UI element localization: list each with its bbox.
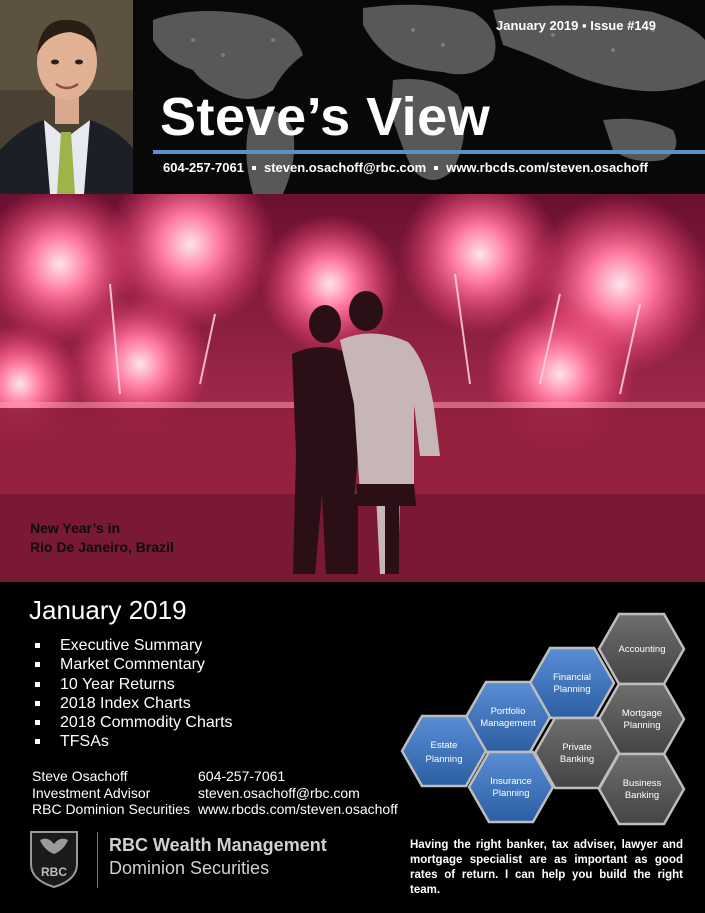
caption-line-1: New Year’s in <box>30 520 121 536</box>
photo-caption <box>30 519 174 557</box>
bullet-icon <box>35 701 40 706</box>
newsletter-header <box>0 0 705 194</box>
bullet-icon <box>35 682 40 687</box>
toc-item[interactable]: 10 Year Returns <box>34 675 233 694</box>
contact-row <box>32 768 398 785</box>
separator-dot <box>434 166 438 170</box>
contact-row <box>32 801 398 818</box>
issue-line: January 2019 ▪ Issue #149 <box>496 18 656 33</box>
toc-item[interactable]: TFSAs <box>34 732 233 751</box>
team-blurb: Having the right banker, tax adviser, lawyer and mortgage specialist are as important as good rates of return. I can help you build the right team. <box>410 839 683 896</box>
services-hexagon-diagram <box>400 612 690 830</box>
toc-item[interactable]: Executive Summary <box>34 636 233 655</box>
caption-line-2: Rio De Janeiro, Brazil <box>30 539 174 555</box>
advisor-contact-block <box>32 768 398 818</box>
contact-label: RBC Dominion Securities <box>32 801 190 817</box>
logo-line-2: Dominion Securities <box>109 858 270 878</box>
svg-text:Mortgage: Mortgage <box>621 708 663 719</box>
title-divider <box>153 150 705 154</box>
header-phone: 604-257-7061 <box>163 160 244 175</box>
svg-text:Planning: Planning <box>623 720 661 731</box>
svg-text:Planning: Planning <box>553 684 591 695</box>
svg-text:Business: Business <box>622 778 662 789</box>
toc-item[interactable]: Market Commentary <box>34 655 233 674</box>
rbc-wealth-management-logo <box>28 828 358 892</box>
svg-text:Portfolio: Portfolio <box>490 706 526 717</box>
svg-text:Financial: Financial <box>552 672 592 683</box>
hex-insurance-planning <box>469 752 553 822</box>
contact-label: Steve Osachoff <box>32 768 128 784</box>
hex-estate-planning <box>402 716 486 786</box>
hex-business-banking <box>599 754 684 824</box>
svg-text:Insurance: Insurance <box>490 776 532 787</box>
contact-row <box>32 785 398 802</box>
contact-value: 604-257-7061 <box>198 768 286 784</box>
bullet-icon <box>35 643 40 648</box>
bullet-icon <box>35 720 40 725</box>
svg-text:Management: Management <box>480 718 536 729</box>
header-email[interactable]: steven.osachoff@rbc.com <box>263 160 427 175</box>
svg-text:Estate: Estate <box>430 740 458 751</box>
bullet-icon <box>35 739 40 744</box>
toc-item[interactable]: 2018 Index Charts <box>34 694 233 713</box>
contact-value[interactable]: www.rbcds.com/steven.osachoff <box>198 801 398 817</box>
svg-text:RBC: RBC <box>41 865 67 879</box>
contact-label: Investment Advisor <box>32 784 151 801</box>
svg-text:Banking: Banking <box>559 754 595 765</box>
contents-heading: January 2019 <box>29 595 187 625</box>
logo-line-1: RBC Wealth Management <box>109 835 327 855</box>
svg-text:Planning: Planning <box>425 754 463 765</box>
separator-dot <box>252 166 256 170</box>
toc-item[interactable]: 2018 Commodity Charts <box>34 713 233 732</box>
contact-value[interactable]: steven.osachoff@rbc.com <box>198 784 360 801</box>
svg-text:Planning: Planning <box>492 788 530 799</box>
table-of-contents <box>34 636 233 752</box>
advisor-portrait <box>0 0 133 194</box>
svg-text:Private: Private <box>562 742 592 753</box>
svg-text:Accounting: Accounting <box>618 644 666 655</box>
logo-divider <box>97 832 98 888</box>
header-contact-line <box>163 160 648 175</box>
svg-text:Banking: Banking <box>624 790 660 801</box>
bullet-icon <box>35 662 40 667</box>
rbc-shield-icon <box>28 830 80 888</box>
newsletter-title: Steve’s View <box>160 87 491 147</box>
hex-accounting <box>599 614 684 684</box>
header-website[interactable]: www.rbcds.com/steven.osachoff <box>446 160 648 175</box>
